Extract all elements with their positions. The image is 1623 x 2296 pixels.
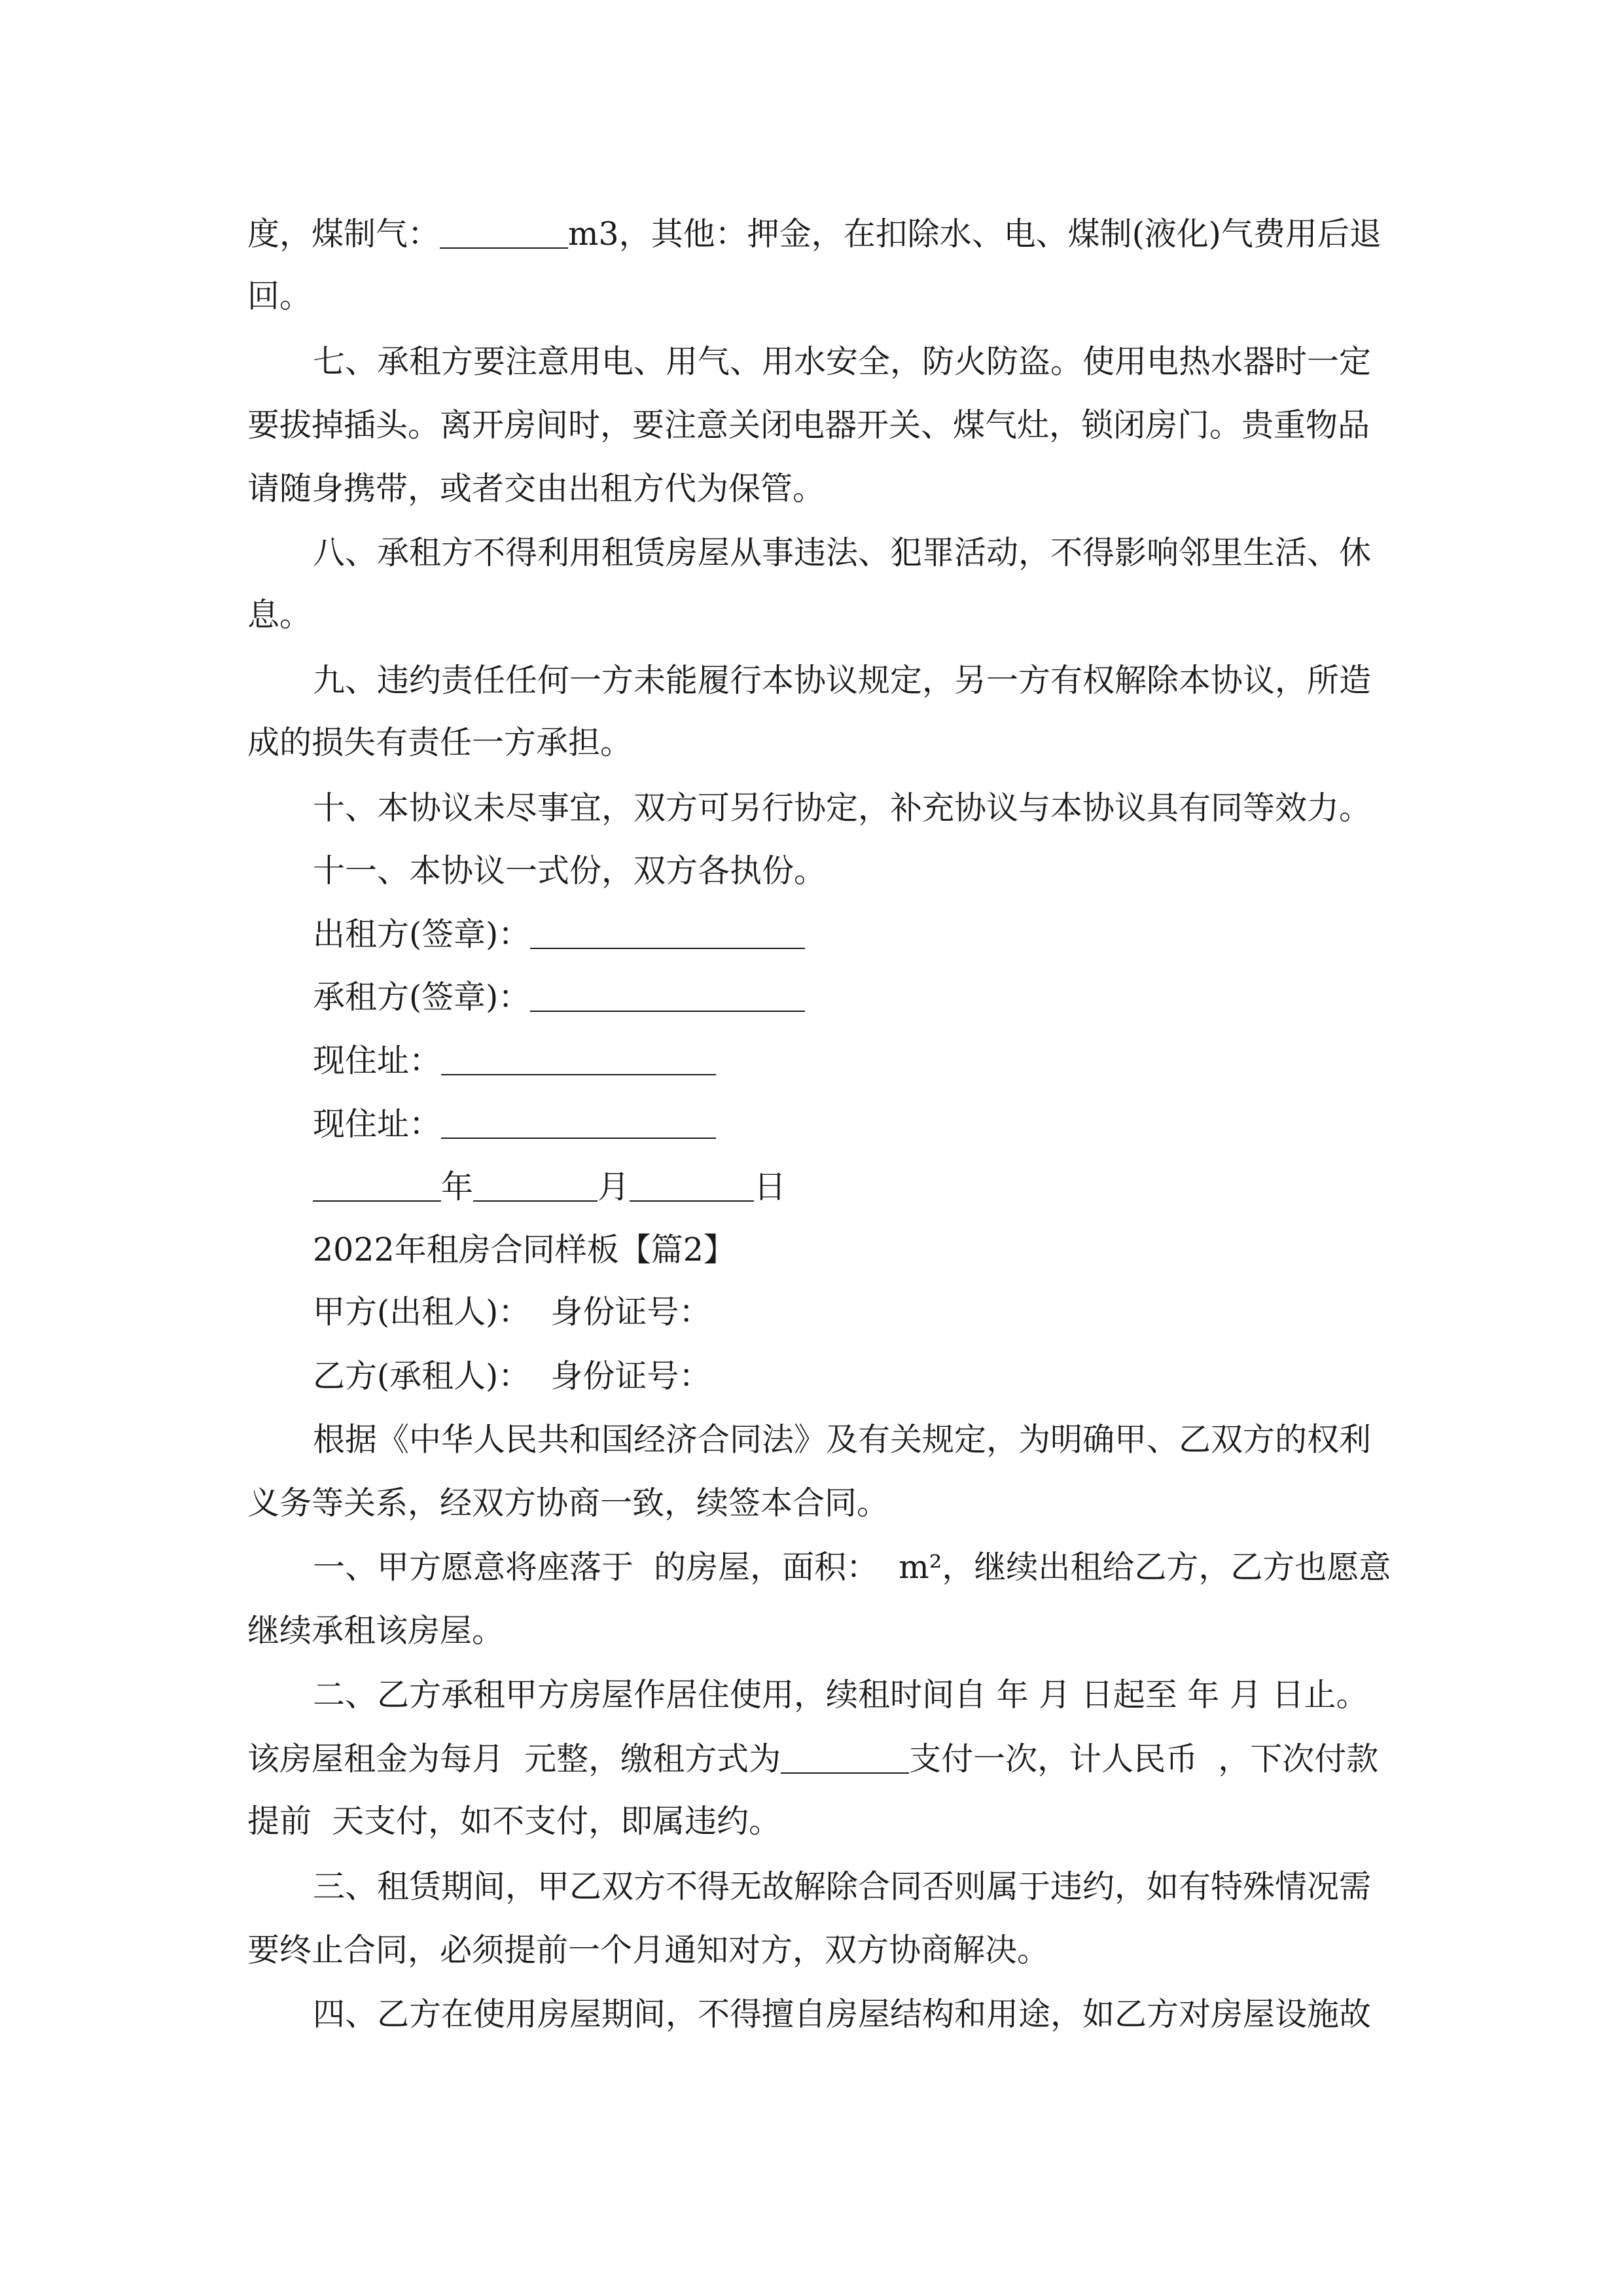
clause-9-cont: 成的损失有责任一方承担。 bbox=[247, 724, 633, 761]
party-b-line: 乙方(承租人)： 身份证号： bbox=[313, 1357, 711, 1395]
preamble-cont: 义务等关系，经双方协商一致，续签本合同。 bbox=[247, 1484, 889, 1522]
clause-3: 三、租赁期间，甲乙双方不得无故解除合同否则属于违约，如有特殊情况需 bbox=[313, 1868, 1372, 1905]
clause-4: 四、乙方在使用房屋期间，不得擅自房屋结构和用途，如乙方对房屋设施故 bbox=[313, 1996, 1372, 2033]
text-line: 度，煤制气： m3，其他：押金，在扣除水、电、煤制(液化)气费用后退 bbox=[247, 215, 1382, 253]
blank-year bbox=[313, 1170, 441, 1202]
section-title: 2022年租房合同样板【篇2】 bbox=[313, 1231, 736, 1268]
blank-address bbox=[441, 1044, 716, 1075]
clause-7-cont: 要拔掉插头。离开房间时，要注意关闭电器开关、煤气灶，锁闭房门。贵重物品 bbox=[247, 406, 1370, 444]
clause-2: 二、乙方承租甲方房屋作居住使用，续租时间自 年 月 日起至 年 月 日止。 bbox=[313, 1676, 1368, 1713]
clause-1: 一、甲方愿意将座落于 的房屋，面积： m²，继续出租给乙方，乙方也愿意 bbox=[313, 1549, 1391, 1586]
clause-7-cont: 请随身携带，或者交由出租方代为保管。 bbox=[247, 470, 825, 507]
clause-10: 十、本协议未尽事宜，双方可另行协定，补充协议与本协议具有同等效力。 bbox=[313, 789, 1372, 827]
clause-9: 九、违约责任任何一方未能履行本协议规定，另一方有权解除本协议，所造 bbox=[313, 662, 1372, 699]
blank-payment-method bbox=[781, 1742, 909, 1774]
blank-lessor-signature bbox=[530, 918, 805, 949]
lessor-signature-line: 出租方(签章)： bbox=[313, 918, 805, 950]
clause-11: 十一、本协议一式份，双方各执份。 bbox=[313, 852, 827, 889]
party-a-line: 甲方(出租人)： 身份证号： bbox=[313, 1293, 711, 1331]
blank-month bbox=[473, 1170, 597, 1202]
blank-gas-volume bbox=[440, 217, 568, 249]
clause-3-cont: 要终止合同，必须提前一个月通知对方，双方协商解决。 bbox=[247, 1931, 1050, 1969]
text-line: 回。 bbox=[247, 278, 312, 315]
address-line: 现住址： bbox=[313, 1044, 716, 1077]
blank-day bbox=[630, 1170, 754, 1202]
preamble: 根据《中华人民共和国经济合同法》及有关规定，为明确甲、乙双方的权利 bbox=[313, 1421, 1372, 1458]
address-line: 现住址： bbox=[313, 1107, 716, 1140]
clause-8-cont: 息。 bbox=[247, 596, 312, 634]
blank-lessee-signature bbox=[530, 980, 805, 1012]
blank-address bbox=[441, 1107, 716, 1139]
lessee-signature-line: 承租方(签章)： bbox=[313, 980, 805, 1013]
clause-7: 七、承租方要注意用电、用气、用水安全，防火防盗。使用电热水器时一定 bbox=[313, 343, 1372, 380]
date-line: 年 月 日 bbox=[313, 1170, 786, 1203]
clause-1-cont: 继续承租该房屋。 bbox=[247, 1612, 505, 1649]
clause-2-cont: 该房屋租金为每月 元整，缴租方式为 支付一次，计人民币 ，下次付款 bbox=[247, 1740, 1379, 1778]
clause-8: 八、承租方不得利用租赁房屋从事违法、犯罪活动，不得影响邻里生活、休 bbox=[313, 534, 1372, 571]
clause-2-cont: 提前 天支付，如不支付，即属违约。 bbox=[247, 1803, 781, 1840]
